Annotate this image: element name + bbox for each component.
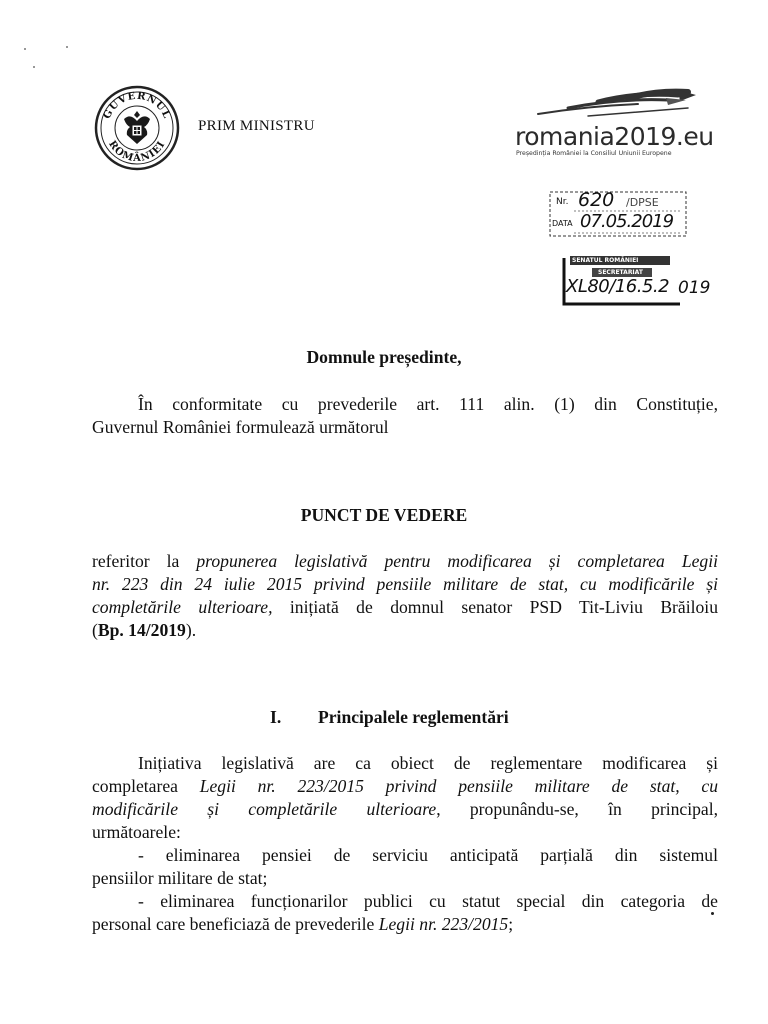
intro-line-1: În conformitate cu prevederile art. 111 alin. (1) din Constituție, — [138, 394, 718, 414]
document-heading: PUNCT DE VEDERE — [300, 505, 468, 525]
stamp-date-label: DATA — [552, 219, 573, 228]
senate-stamp-number-handwritten: XL80/16.5.2 — [566, 276, 670, 297]
reference-line-2: nr. 223 din 24 iulie 2015 privind pensiile militare de stat, cu modificările și — [92, 574, 718, 594]
reference-line-1: referitor la propunerea legislativă pentru modificarea și completarea Legii — [92, 551, 719, 571]
reference-line-3: completările ulterioare, inițiată de domnul senator PSD Tit-Liviu Brăiloiu — [92, 597, 718, 617]
bullet-2-line-1: - eliminarea funcționarilor publici cu statut special din categoria de — [138, 891, 718, 911]
senate-stamp-subtitle: SECRETARIAT — [598, 269, 643, 276]
bullet-2-line-2: personal care beneficiază de prevederile Legii nr. 223/2015; — [92, 914, 514, 934]
stamp-date-handwritten: 07.05.2019 — [580, 211, 674, 232]
senate-stamp — [562, 254, 722, 308]
registration-stamp — [548, 189, 688, 239]
prim-ministru-label: PRIM MINISTRU — [198, 118, 315, 134]
stamp-nr-label: Nr. — [556, 197, 569, 207]
bullet-1-line-2: pensiilor militare de stat; — [92, 868, 268, 888]
body-line-3: modificările și completările ulterioare, propunându-se, în principal, — [92, 799, 718, 819]
body-line-1: Inițiativa legislativă are ca obiect de reglementare modificarea și — [138, 753, 718, 773]
stamp-number-handwritten: 620 — [578, 189, 615, 211]
intro-line-2: Guvernul României formulează următorul — [92, 417, 389, 437]
seal-text-bottom: ROMÂNIEI — [106, 138, 168, 165]
senate-stamp-title: SENATUL ROMÂNIEI — [572, 257, 639, 264]
presidency-logo-subtitle: Președinția României la Consiliul Uniunii Europene — [516, 150, 672, 157]
senate-stamp-year-handwritten: 019 — [678, 278, 711, 298]
reference-line-4: (Bp. 14/2019). — [92, 620, 197, 640]
government-seal — [94, 85, 180, 171]
stamp-department-code: /DPSE — [626, 196, 659, 209]
presidency-logo-graphic — [528, 86, 718, 126]
section-title: Principalele reglementări — [318, 707, 509, 727]
salutation: Domnule președinte, — [306, 347, 462, 367]
body-line-4: următoarele: — [92, 822, 181, 842]
section-number: I. — [270, 707, 282, 727]
presidency-logo-title: romania2019.eu — [515, 122, 714, 151]
body-line-2: completarea Legii nr. 223/2015 privind pensiile militare de stat, cu — [92, 776, 718, 796]
bullet-1-line-1: - eliminarea pensiei de serviciu anticipată parțială din sistemul — [138, 845, 718, 865]
seal-text-top: GUVERNUL — [101, 90, 173, 121]
